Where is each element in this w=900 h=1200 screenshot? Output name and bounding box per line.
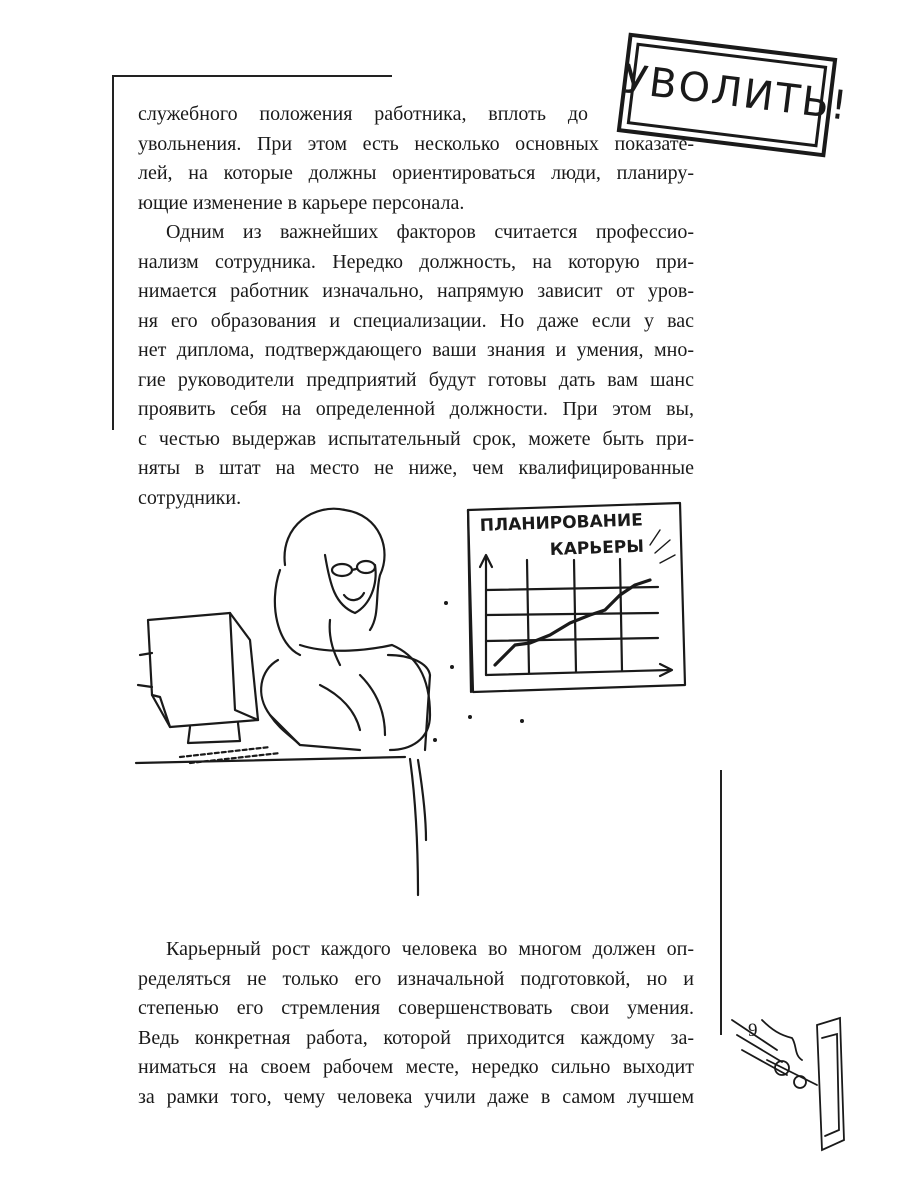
board-title-line2: КАРЬЕРЫ bbox=[549, 536, 645, 560]
line: лей, на которые должны ориентироваться люди, планиру- bbox=[138, 162, 694, 184]
line: няты в штат на место не ниже, чем квалифицированные bbox=[138, 457, 694, 479]
line: ределяться не только его изначальной подготовкой, но и bbox=[138, 967, 694, 990]
computer-monitor bbox=[138, 613, 258, 743]
top-rule bbox=[112, 75, 392, 77]
line: Карьерный рост каждого человека во многом должен оп- bbox=[166, 938, 694, 960]
line: нимается работник изначально, напрямую зависит от уров- bbox=[138, 280, 694, 302]
line: нализм сотрудника. Нередко должность, на которую при- bbox=[138, 250, 694, 273]
line: ня его образования и специализации. Но даже если у вас bbox=[138, 309, 694, 332]
stamp-text: УВОЛИТЬ! bbox=[620, 56, 852, 130]
line: ниматься на своем рабочем месте, нередко сильно выходит bbox=[138, 1056, 694, 1078]
board-title-line1: ПЛАНИРОВАНИЕ bbox=[479, 510, 644, 536]
line: с честью выдержав испытательный срок, можете быть при- bbox=[138, 427, 694, 450]
page-number: 9 bbox=[748, 1020, 758, 1041]
line: нет диплома, подтверждающего ваши знания и умения, мно- bbox=[138, 339, 694, 361]
line: сотрудники. bbox=[138, 486, 242, 509]
office-desk bbox=[136, 757, 426, 895]
line: за рамки того, чему человека учили даже в самом лучшем bbox=[138, 1085, 694, 1108]
text-block-bottom bbox=[138, 935, 694, 1112]
line: Одним из важнейших факторов считается профессио- bbox=[166, 221, 694, 243]
line: служебного положения работника, вплоть до bbox=[138, 103, 588, 125]
left-rule bbox=[112, 75, 114, 430]
line: гие руководители предприятий будут готовы дать вам шанс bbox=[138, 368, 694, 391]
line: увольнения. При этом есть несколько основных показате- bbox=[138, 132, 694, 155]
line: Ведь конкретная работа, которой приходится каждому за- bbox=[138, 1026, 694, 1049]
line: степенью его стремления совершенствовать свои умения. bbox=[138, 997, 694, 1019]
text-block-top bbox=[138, 100, 694, 513]
line: ющие изменение в карьере персонала. bbox=[138, 191, 465, 214]
line: проявить себя на определенной должности. При этом вы, bbox=[138, 398, 694, 420]
office-illustration bbox=[130, 495, 690, 905]
woman-figure bbox=[261, 509, 430, 750]
corner-door-drawing bbox=[722, 990, 852, 1155]
